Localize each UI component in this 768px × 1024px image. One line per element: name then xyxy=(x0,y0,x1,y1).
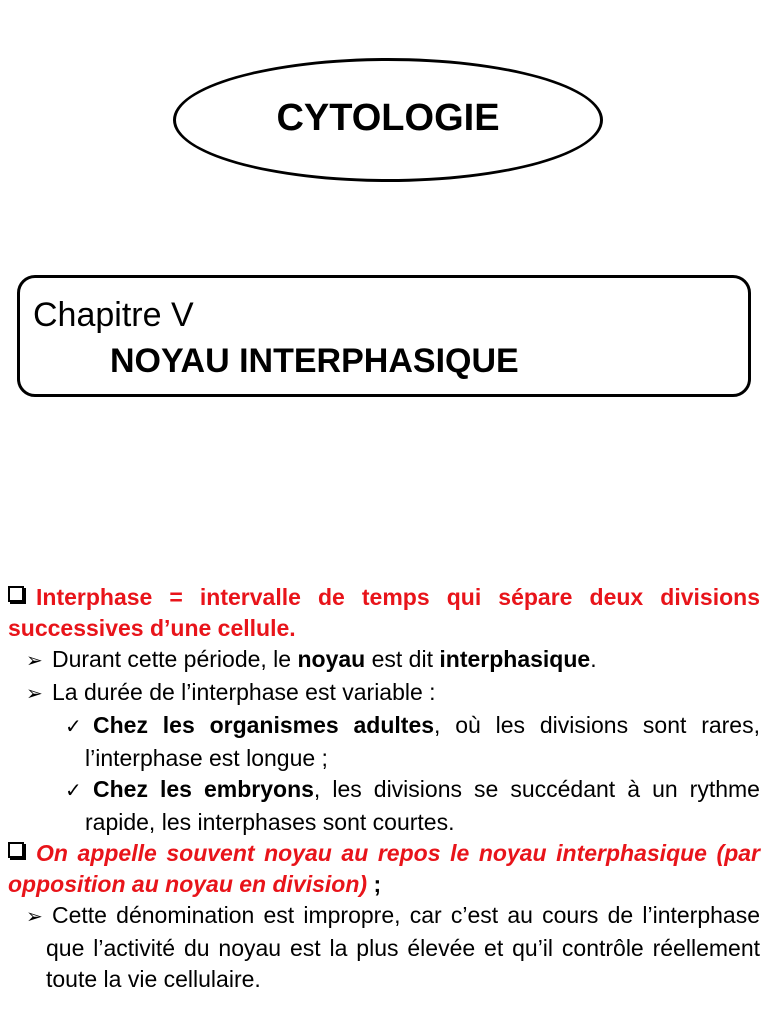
bullet-duree xyxy=(8,677,760,710)
check-text: , où les divisions sont rares, l’interphase est longue ; xyxy=(85,712,760,771)
bullet-denomination xyxy=(8,900,760,995)
bullet-text: La durée de l’interphase est variable : xyxy=(52,679,436,705)
check-adultes xyxy=(8,710,760,774)
square-bullet-icon xyxy=(8,842,24,858)
chapter-title: NOYAU INTERPHASIQUE xyxy=(110,342,519,380)
checkmark-icon: ✓ xyxy=(65,716,82,738)
chapter-box xyxy=(17,275,751,397)
arrow-bullet-icon: ➢ xyxy=(26,650,43,672)
repos-paragraph xyxy=(8,838,760,900)
page-title: CYTOLOGIE xyxy=(276,96,500,139)
definition-text: Interphase = intervalle de temps qui sépare deux divisions successives d’une cellule. xyxy=(8,584,760,641)
chapter-label: Chapitre V xyxy=(33,296,194,334)
bullet-text: Durant cette période, le xyxy=(52,646,298,672)
definition-paragraph xyxy=(8,582,760,644)
bullet-text: . xyxy=(590,646,597,672)
title-oval xyxy=(173,58,603,182)
square-bullet-icon xyxy=(8,586,24,602)
repos-tail: ; xyxy=(367,871,382,897)
bullet-text: est dit xyxy=(365,646,440,672)
bold-term: Chez les organismes adultes xyxy=(93,712,435,738)
arrow-bullet-icon: ➢ xyxy=(26,906,43,928)
bold-term: interphasique xyxy=(439,646,591,672)
check-text: , les divisions se succédant à un rythme rapide, les interphases sont courtes. xyxy=(85,776,760,835)
bullet-noyau xyxy=(8,644,760,677)
bold-term: Chez les embryons xyxy=(93,776,314,802)
checkmark-icon: ✓ xyxy=(65,780,82,802)
bullet-text: Cette dénomination est impropre, car c’est au cours de l’interphase que l’activité du noyau est la plus élevée et qu’il contrôle réellement toute la vie cellulaire. xyxy=(46,902,760,992)
arrow-bullet-icon: ➢ xyxy=(26,683,43,705)
check-embryons xyxy=(8,774,760,838)
repos-text: On appelle souvent noyau au repos le noyau interphasique (par opposition au noyau en division) xyxy=(8,840,760,897)
content-body xyxy=(8,582,760,995)
bold-term: noyau xyxy=(297,646,366,672)
